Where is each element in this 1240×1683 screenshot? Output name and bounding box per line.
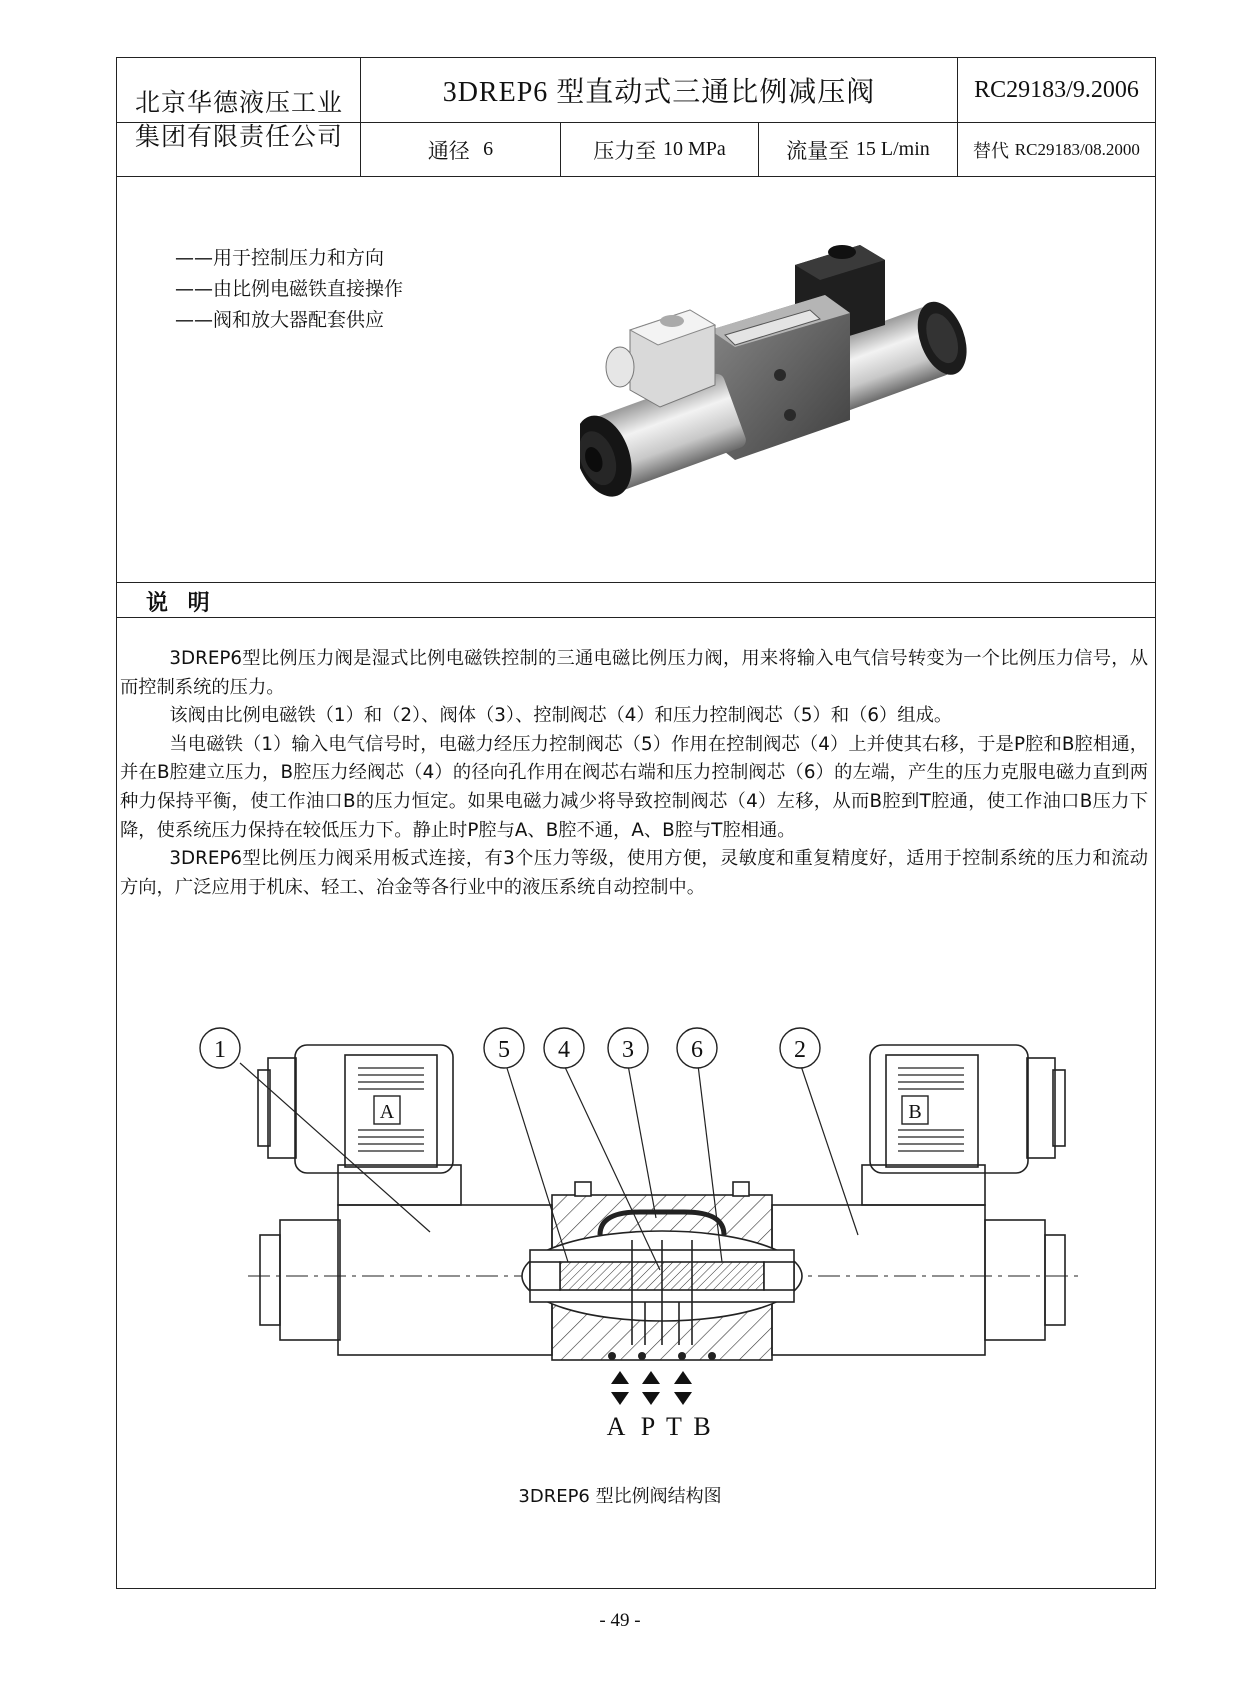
spec-pressure	[561, 123, 758, 176]
section-bottom-line	[116, 617, 1156, 618]
description-paragraph: 当电磁铁（1）输入电气信号时，电磁力经压力控制阀芯（5）作用在控制阀芯（4）上并使其右移，于是P腔和B腔相通，并在B腔建立压力，B腔压力经阀芯（4）的径向孔作用在阀芯右端和压力控制阀芯（6）的左端，产生的压力克服电磁力直到两种力保持平衡，使工作油口B的压力恒定。如果电磁力减少将导致控制阀芯（4）左移，从而B腔到T腔通，使工作油口B压力下降，使系统压力保持在较低压力下。静止时P腔与A、B腔不通，A、B腔与T腔相通。	[120, 733, 1148, 841]
description-paragraph: 3DREP6型比例压力阀是湿式比例电磁铁控制的三通电磁比例压力阀，用来将输入电气信号转变为一个比例压力信号，从而控制系统的压力。	[120, 648, 1148, 698]
section-top-line	[116, 582, 1156, 583]
description-paragraph: 该阀由比例电磁铁（1）和（2）、阀体（3）、控制阀芯（4）和压力控制阀芯（5）和（6）组成。	[169, 705, 953, 727]
callout-3: 3	[622, 1037, 634, 1063]
port-p-label: P	[640, 1412, 656, 1440]
spec-diameter-value: 6	[483, 138, 494, 160]
spec-flow-label: 流量至	[786, 138, 850, 163]
description	[120, 645, 1148, 902]
callout-6: 6	[691, 1037, 703, 1063]
description-paragraph: 3DREP6型比例压力阀采用板式连接，有3个压力等级，使用方便，灵敏度和重复精度好，适用于控制系统的压力和流动方向，广泛应用于机床、轻工、冶金等各行业中的液压系统自动控制中。	[120, 848, 1148, 898]
replaces-label: 替代	[973, 140, 1010, 162]
company-line1: 北京华德液压工业	[134, 88, 343, 117]
callout-5: 5	[498, 1037, 510, 1063]
port-a-label: A	[606, 1412, 626, 1440]
solenoid-b-label: B	[908, 1101, 922, 1123]
port-t-label: T	[666, 1412, 682, 1440]
solenoid-a-label: A	[379, 1101, 395, 1123]
company-line2: 集团有限责任公司	[134, 122, 343, 151]
document-code: RC29183/9.2006	[974, 76, 1139, 103]
feature-item: ——用于控制压力和方向	[175, 247, 385, 269]
callout-1: 1	[214, 1037, 226, 1063]
header-bottom-line	[116, 176, 1156, 177]
feature-item: ——由比例电磁铁直接操作	[175, 278, 404, 300]
document-title: 3DREP6 型直动式三通比例减压阀	[442, 77, 876, 108]
replaces-info	[958, 123, 1155, 176]
spec-pressure-value: 10 MPa	[662, 138, 726, 160]
replaces-value: RC29183/08.2000	[1014, 139, 1140, 159]
callout-4: 4	[558, 1037, 570, 1063]
spec-diameter-label: 通径	[427, 138, 470, 163]
spec-flow	[759, 123, 957, 176]
structure-diagram	[0, 1000, 1240, 1440]
feature-list	[175, 243, 403, 336]
callout-2: 2	[794, 1037, 806, 1063]
product-photo	[580, 235, 1020, 525]
spec-flow-value: 15 L/min	[855, 138, 930, 160]
spec-diameter	[361, 123, 560, 176]
page-number: - 49 -	[599, 1610, 641, 1631]
diagram-caption: 3DREP6 型比例阀结构图	[518, 1486, 722, 1507]
feature-item: ——阀和放大器配套供应	[175, 309, 385, 331]
section-title: 说 明	[146, 591, 216, 616]
port-b-label: B	[693, 1412, 711, 1440]
company-name	[118, 80, 360, 160]
spec-pressure-label: 压力至	[593, 138, 657, 163]
